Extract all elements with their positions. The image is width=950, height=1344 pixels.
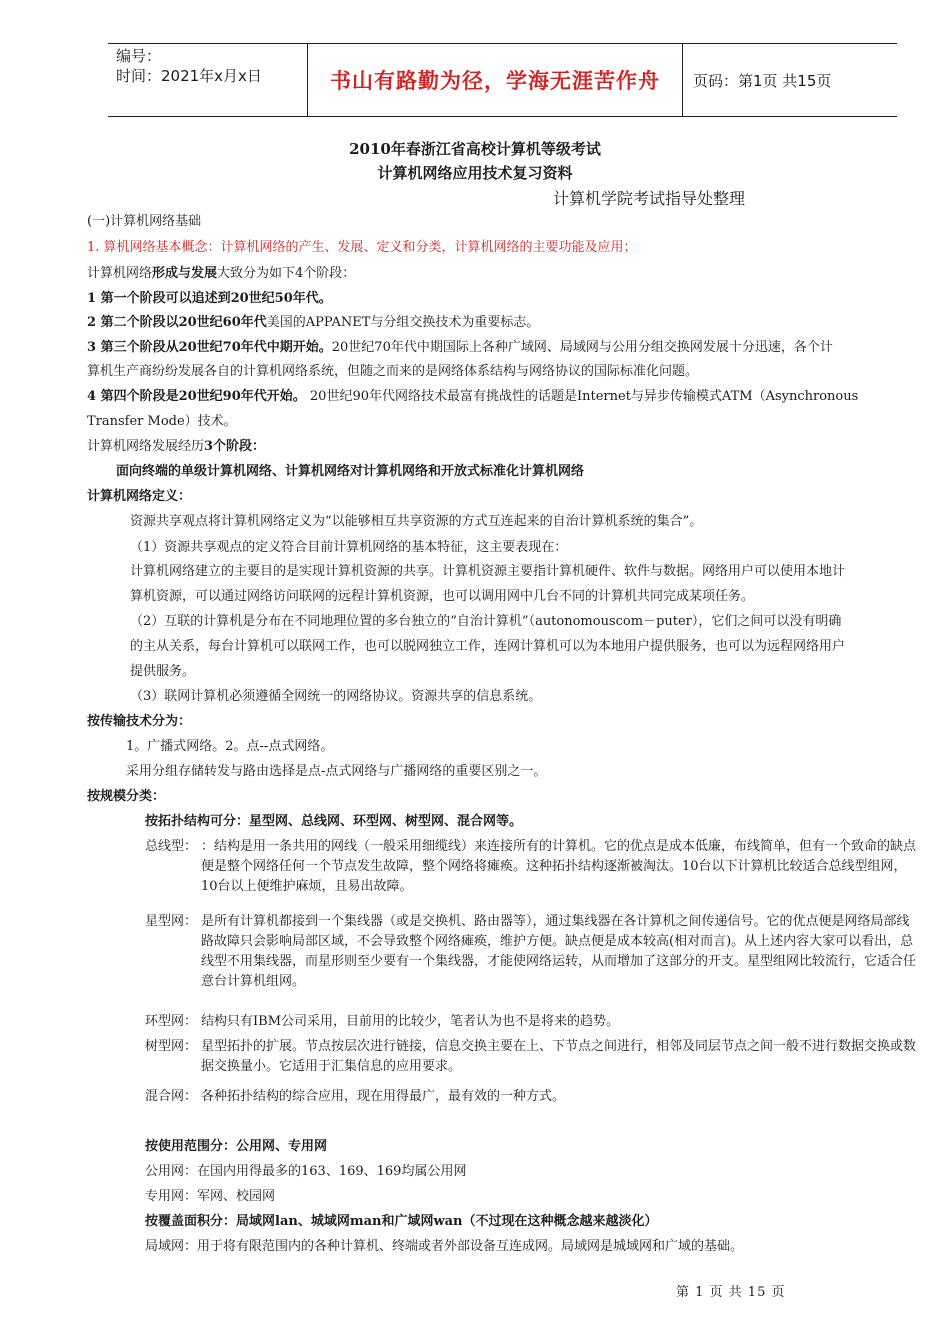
header-page-info: 页码：第1页 共15页: [693, 71, 832, 90]
bus-label: 总线型：: [145, 839, 198, 854]
definition-text: 的主从关系，每台计算机可以联网工作，也可以脱网独立工作，连网计算机可以为本地用户提供服务，也可以为远程网络用户: [130, 639, 846, 654]
ring-label: 环型网：: [145, 1014, 198, 1029]
doc-title: 2010年春浙江省高校计算机等级考试: [349, 140, 601, 158]
bus-description: ：结构是用一条共用的网线（一般采用细缆线）来连接所有的计算机。它的优点是成本低廉，布线简单，但有一个致命的缺点便是整个网络任何一个节点发生故障，整个网络将瘫痪。这种拓扑结构逐渐被淘汰。10台以下计算机比较适合总线型组网，10台以上便维护麻烦，且易出故障。: [201, 839, 917, 894]
stage-2: 2 第二个阶段以20世纪60年代美国的APPANET与分组交换技术为重要标志。: [87, 315, 540, 330]
private-network: 专用网：军网、校园网: [145, 1189, 276, 1204]
definition-text: 提供服务。: [130, 664, 196, 679]
mixed-label: 混合网：: [145, 1089, 198, 1104]
scale-heading: 按规模分类：: [87, 789, 166, 804]
time-label: 时间：2021年x月x日: [116, 67, 262, 85]
coverage-heading: 按覆盖面积分：局域网lan、城域网man和广域网wan（不过现在这种概念越来越淡化）: [145, 1214, 658, 1229]
mixed-description: 各种拓扑结构的综合应用，现在用得最广，最有效的一种方式。: [201, 1089, 566, 1104]
stage-1: 1 第一个阶段可以追述到20世纪50年代。: [87, 291, 332, 306]
motto: 书山有路勤为径，学海无涯苦作舟: [308, 44, 683, 116]
stage-3-cont: 算机生产商纷纷发展各自的计算机网络系统，但随之而来的是网络体系结构与网络协议的国际标准化问题。: [87, 364, 699, 379]
page-footer: 第 1 页 共 15 页: [676, 1285, 786, 1300]
transmission-note: 采用分组存储转发与路由选择是点-点式网络与广播网络的重要区别之一。: [126, 764, 547, 779]
topology-heading: 按拓扑结构可分：星型网、总线网、环型网、树型网、混合网等。: [145, 814, 523, 829]
tree-label: 树型网：: [145, 1039, 198, 1054]
definition-text: 计算机网络建立的主要目的是实现计算机资源的共享。计算机资源主要指计算机硬件、软件与数据。网络用户可以使用本地计: [130, 564, 846, 579]
definition-point-1: （1）资源共享观点的定义符合目前计算机网络的基本特征，这主要表现在：: [130, 540, 568, 555]
number-label: 编号：: [116, 47, 162, 65]
stage-3: 3 第三个阶段从20世纪70年代中期开始。20世纪70年代中期国际上各种广域网、局域网与公用分组交换网发展十分迅速，各个计: [87, 340, 833, 355]
stage-4: 4 第四个阶段是20世纪90年代开始。 20世纪90年代网络技术最富有挑战性的话题是Internet与异步传输模式ATM（Asynchronous: [87, 389, 859, 404]
header-meta-cell: [108, 44, 308, 116]
ring-description: 结构只有IBM公司采用，目前用的比较少，笔者认为也不是将来的趋势。: [201, 1014, 619, 1029]
definition-point-3: （3）联网计算机必须遵循全网统一的网络协议。资源共享的信息系统。: [130, 689, 542, 704]
definition-text: 资源共享观点将计算机网络定义为“以能够相互共享资源的方式互连起来的自治计算机系统的集合”。: [130, 514, 703, 529]
stages-intro: 计算机网络形成与发展大致分为如下4个阶段：: [87, 266, 356, 281]
stage-4-cont: Transfer Mode）技术。: [87, 414, 237, 429]
star-label: 星型网：: [145, 914, 198, 929]
header-table: [108, 43, 897, 117]
definition-heading: 计算机网络定义：: [87, 489, 192, 504]
doc-subtitle: 计算机网络应用技术复习资料: [377, 164, 573, 182]
section-heading: (一)计算机网络基础: [87, 214, 202, 229]
tree-description: 星型拓扑的扩展。节点按层次进行链接，信息交换主要在上、下节点之间进行，相邻及同层节点之间一般不进行数据交换或数据交换量小。它适用于汇集信息的应用要求。: [201, 1039, 917, 1074]
three-stages-list: 面向终端的单级计算机网络、计算机网络对计算机网络和开放式标准化计算机网络: [116, 464, 585, 479]
star-description: 是所有计算机都接到一个集线器（或是交换机、路由器等），通过集线器在各计算机之间传递信号。它的优点便是网络局部线路故障只会影响局部区域，不会导致整个网络瘫痪，维护方便。缺点便是成本较高(相对而言)。从上述内容大家可以看出，总线型不用集线器，而星形则至少要有一个集线器，才能使网络运转，从而增加了这部分的开支。星型组网比较流行，它适合任意台计算机组网。: [201, 914, 917, 989]
usage-heading: 按使用范围分：公用网、专用网: [145, 1139, 328, 1154]
transmission-heading: 按传输技术分为：: [87, 714, 192, 729]
three-stages: 计算机网络发展经历3个阶段：: [87, 439, 266, 454]
compiled-by: 计算机学院考试指导处整理: [553, 189, 746, 208]
definition-point-2: （2）互联的计算机是分布在不同地理位置的多台独立的“自治计算机”（autonomouscom－puter），它们之间可以没有明确: [130, 614, 842, 629]
transmission-types: 1。广播式网络。2。点--点式网络。: [126, 739, 334, 754]
concept-heading: 1. 算机网络基本概念：计算机网络的产生、发展、定义和分类，计算机网络的主要功能及应用；: [87, 240, 637, 255]
lan-description: 局域网：用于将有限范围内的各种计算机、终端或者外部设备互连成网。局域网是城域网和广域的基础。: [145, 1239, 744, 1254]
definition-text: 算机资源，可以通过网络访问联网的远程计算机资源，也可以调用网中几台不同的计算机共同完成某项任务。: [130, 589, 755, 604]
public-network: 公用网：在国内用得最多的163、169、169均属公用网: [145, 1164, 467, 1179]
